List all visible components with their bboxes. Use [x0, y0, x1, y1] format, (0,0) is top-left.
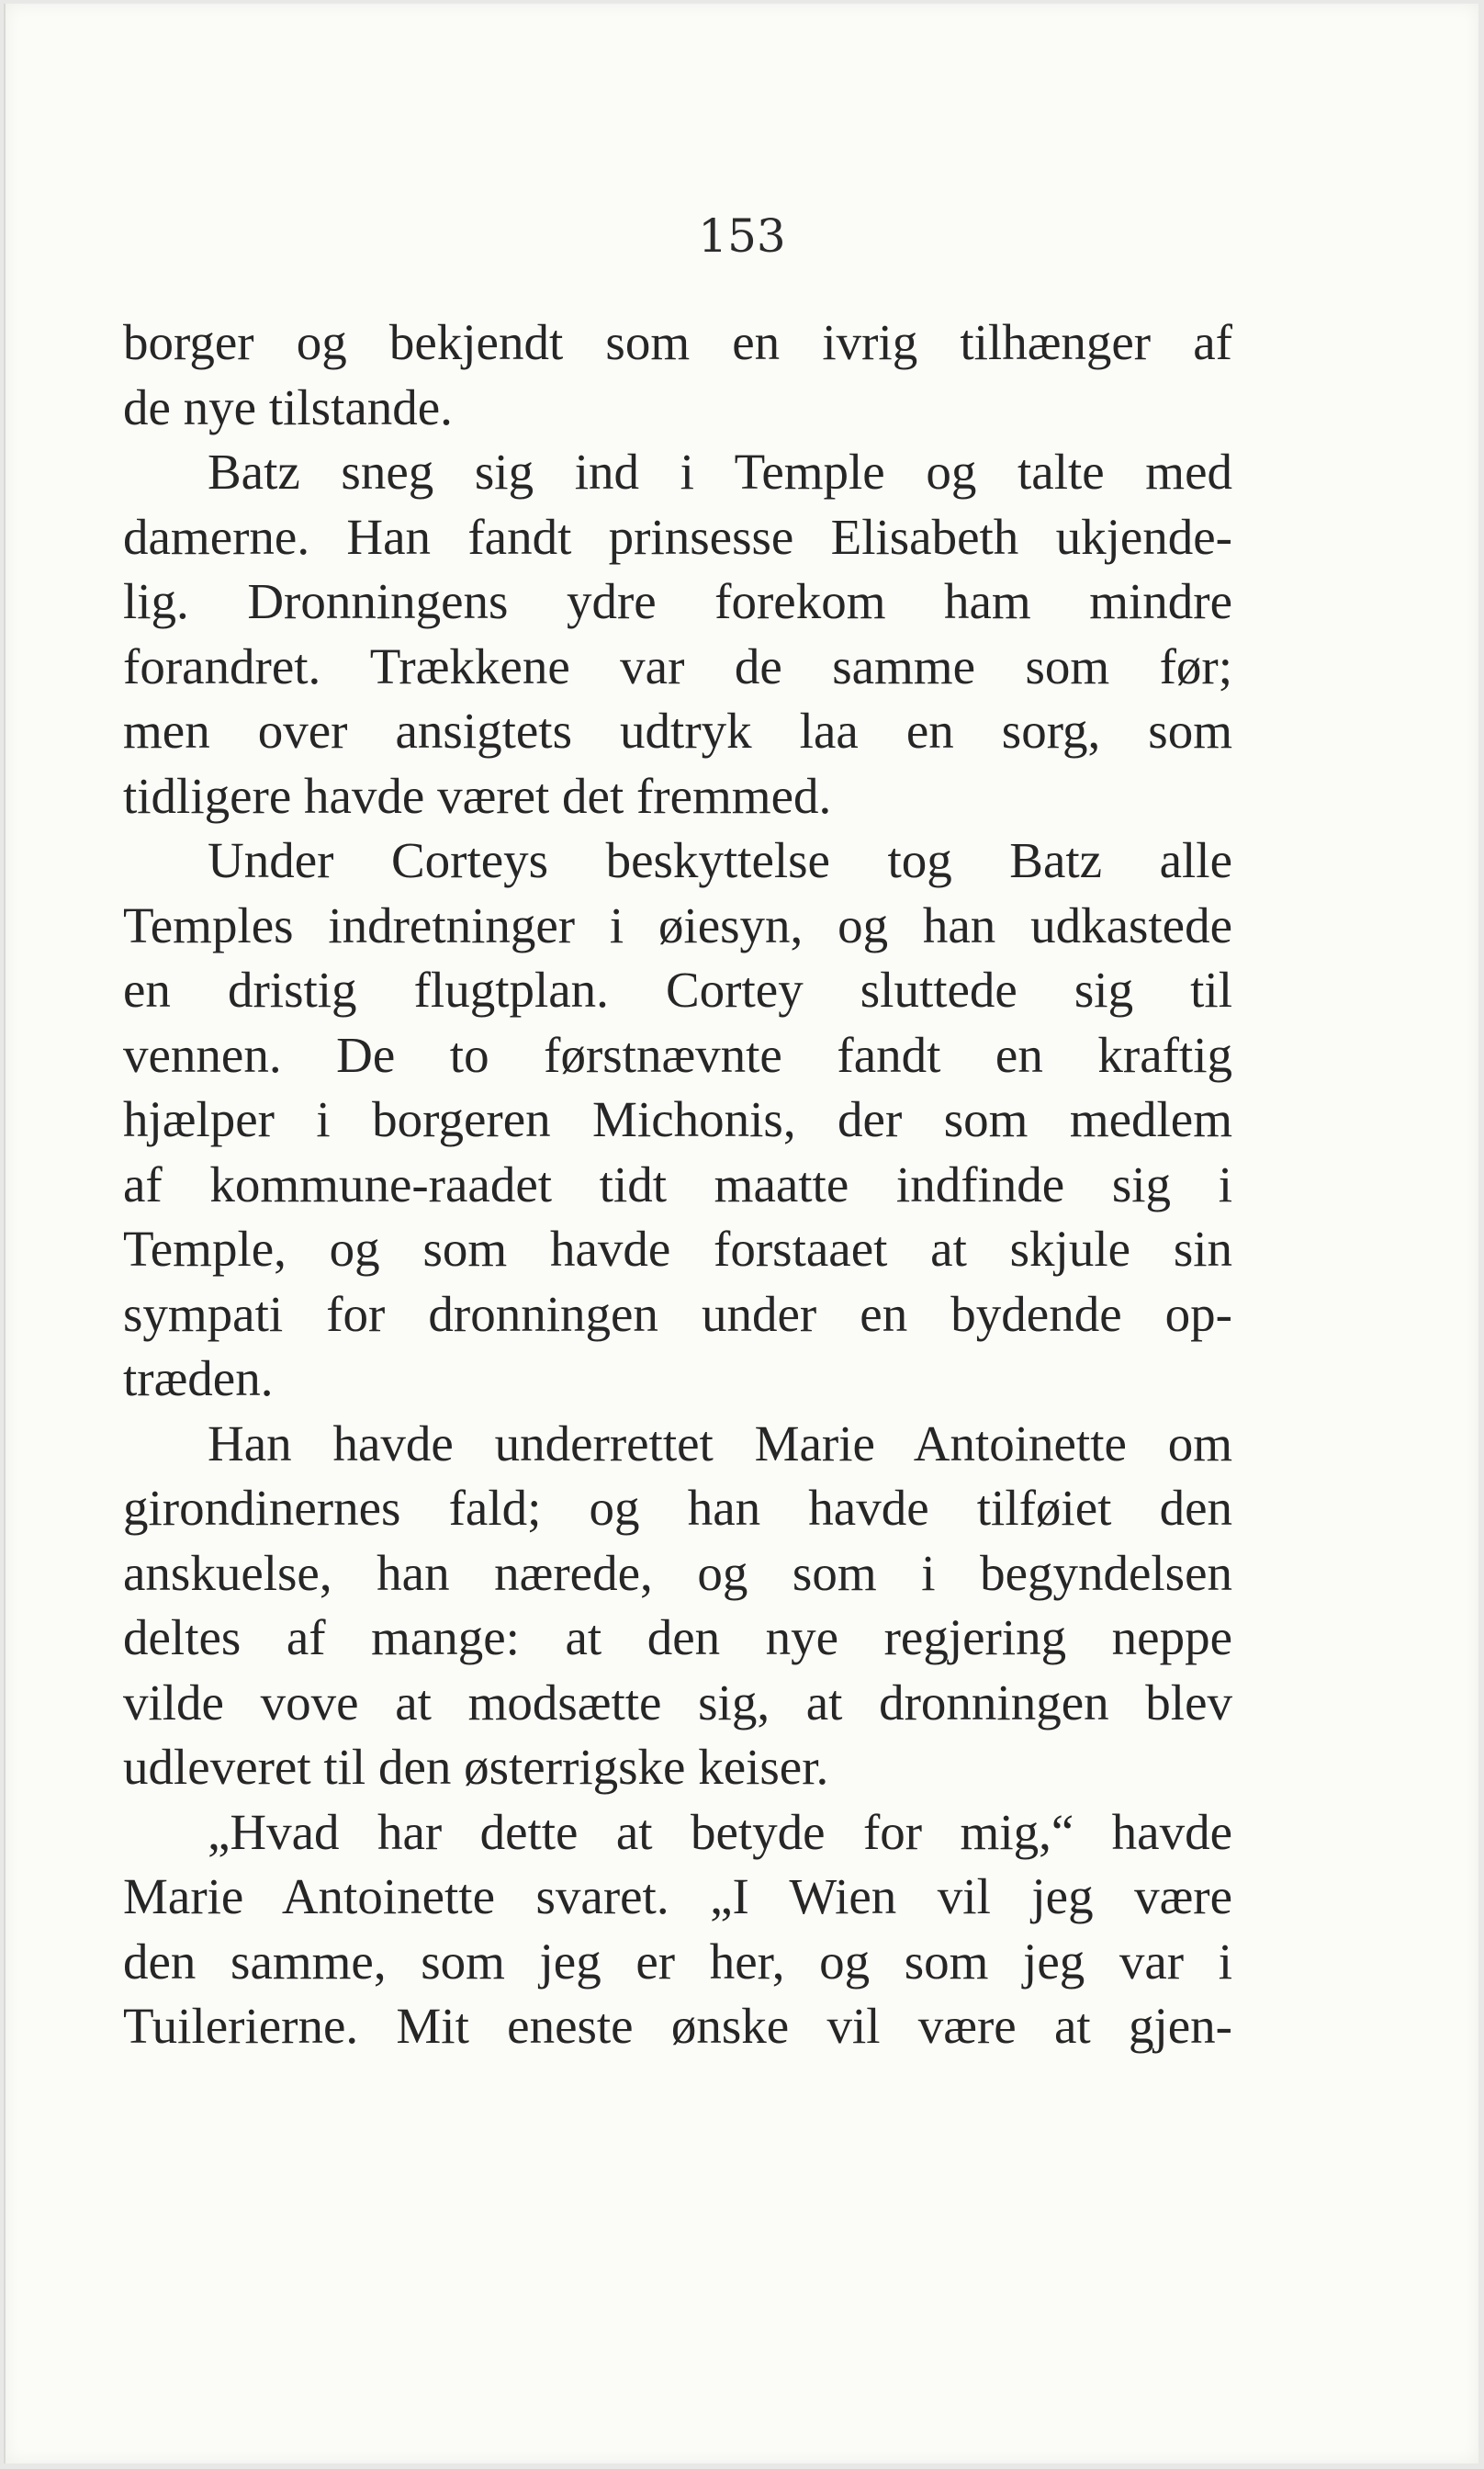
text-line: Han havde underrettet Marie Antoinette om — [208, 1415, 1232, 1471]
text-line: Batz sneg sig ind i Temple og talte med — [208, 444, 1232, 500]
text-line: de nye tilstande. — [123, 378, 453, 435]
text-line: den samme, som jeg er her, og som jeg var i — [123, 1933, 1232, 1990]
page-number: 153 — [698, 209, 786, 263]
text-line: en dristig flugtplan. Cortey sluttede sig til — [123, 962, 1232, 1018]
text-line: vennen. De to førstnævnte fandt en kraftig — [123, 1026, 1232, 1083]
paragraph-5 — [123, 1800, 1232, 2059]
text-line: tidligere havde været det fremmed. — [123, 767, 832, 824]
text-line: Temples indretninger i øiesyn, og han udkastede — [123, 896, 1232, 953]
paragraph-4 — [123, 1412, 1232, 1800]
text-line: deltes af mange: at den nye regjering neppe — [123, 1609, 1232, 1665]
text-line: damerne. Han fandt prinsesse Elisabeth ukjende- — [123, 508, 1232, 565]
text-line: vilde vove at modsætte sig, at dronningen blev — [123, 1674, 1232, 1731]
text-line: Under Corteys beskyttelse tog Batz alle — [208, 832, 1232, 888]
text-line: lig. Dronningens ydre forekom ham mindre — [123, 573, 1232, 629]
text-line: Marie Antoinette svaret. „I Wien vil jeg være — [123, 1868, 1232, 1924]
text-line: men over ansigtets udtryk laa en sorg, som — [123, 703, 1232, 759]
text-line: forandret. Trækkene var de samme som før; — [123, 637, 1232, 694]
paragraph-1 — [123, 310, 1232, 440]
paragraph-2 — [123, 440, 1232, 829]
text-line: girondinernes fald; og han havde tilføiet den — [123, 1480, 1232, 1536]
paragraph-3 — [123, 829, 1232, 1412]
text-line: borger og bekjendt som en ivrig tilhænger af — [123, 314, 1232, 370]
text-line: Tuilerierne. Mit eneste ønske vil være at gjen- — [123, 1998, 1232, 2054]
body-text — [123, 310, 1232, 2059]
text-line: træden. — [123, 1350, 274, 1406]
text-line: udleveret til den østerrigske keiser. — [123, 1739, 829, 1795]
text-line: af kommune-raadet tidt maatte indfinde sig i — [123, 1156, 1232, 1212]
text-line: Temple, og som havde forstaaet at skjule sin — [123, 1221, 1232, 1277]
text-line: hjælper i borgeren Michonis, der som medlem — [123, 1091, 1232, 1147]
text-line: „Hvad har dette at betyde for mig,“ havde — [208, 1803, 1232, 1860]
text-line: anskuelse, han nærede, og som i begyndelsen — [123, 1544, 1232, 1601]
book-page — [4, 4, 1478, 2463]
text-line: sympati for dronningen under en bydende op- — [123, 1285, 1232, 1342]
